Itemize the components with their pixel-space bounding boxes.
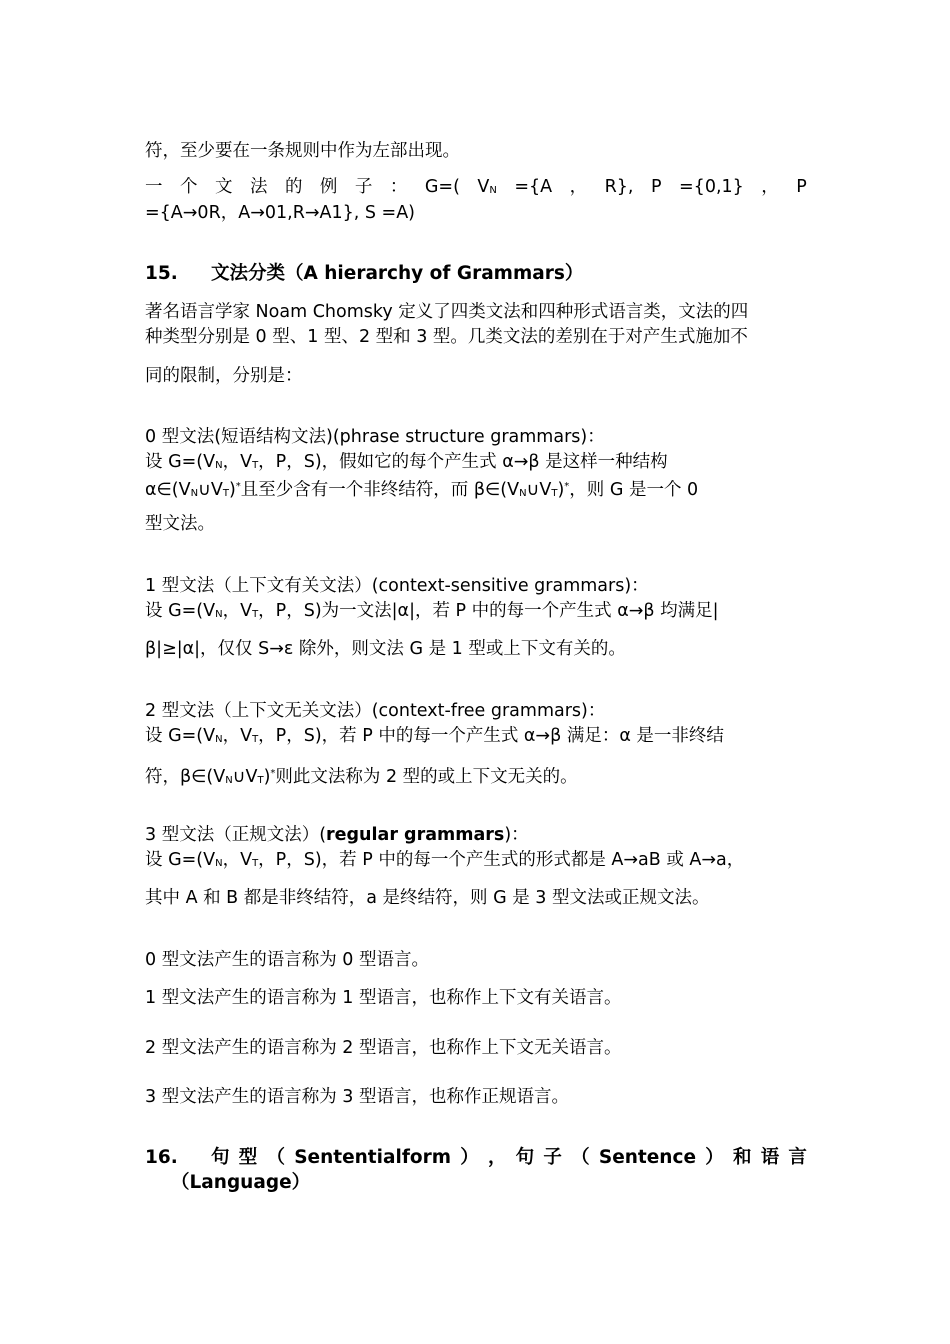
example-token: ， <box>761 177 779 197</box>
heading-token: 句 <box>515 1147 535 1168</box>
language-type2: 2 型文法产生的语言称为 2 型语言，也称作上下文无关语言。 <box>145 1038 622 1058</box>
type3-definition: 设 G=(VN，VT，P，S)，若 P 中的每一个产生式的形式都是 A→aB 或 A→a， <box>145 850 745 870</box>
heading-token: 语 <box>760 1147 780 1168</box>
heading-token: ， <box>487 1147 507 1168</box>
type3-title-suffix: )： <box>504 825 529 845</box>
example-token: 文 <box>214 177 233 197</box>
section-number: 16. <box>145 1147 178 1168</box>
example-token: 法 <box>249 177 268 197</box>
section-16-heading-line-2: （Language） <box>171 1172 311 1193</box>
language-type1: 1 型文法产生的语言称为 1 型语言，也称作上下文有关语言。 <box>145 988 622 1008</box>
type3-title <box>145 823 807 847</box>
type1-title: 1 型文法（上下文有关文法）(context-sensitive grammars)： <box>145 576 649 596</box>
section-15-heading <box>145 262 807 286</box>
example-token: G=( <box>424 177 460 197</box>
heading-token: 型 <box>238 1147 258 1168</box>
example-token: P <box>650 177 662 197</box>
grammar-example-line <box>145 175 807 203</box>
heading-token: 句 <box>211 1147 230 1168</box>
text-line: 符，至少要在一条规则中作为左部出现。 <box>145 141 460 161</box>
heading-token: ） <box>460 1147 479 1168</box>
section-title <box>211 1146 807 1170</box>
example-token: P <box>796 177 807 197</box>
language-type3: 3 型文法产生的语言称为 3 型语言，也称作正规语言。 <box>145 1087 569 1107</box>
heading-token: Sententialform <box>294 1147 451 1168</box>
heading-token: 和 <box>732 1147 752 1168</box>
document-page <box>145 0 807 1344</box>
example-token: 个 <box>179 177 198 197</box>
heading-token: 言 <box>788 1147 807 1168</box>
example-token: 一 <box>145 177 163 197</box>
type0-definition: 设 G=(VN，VT，P，S)，假如它的每个产生式 α→β 是这样一种结构 <box>145 452 668 472</box>
example-token: 子 <box>354 177 373 197</box>
example-token: 的 <box>284 177 303 197</box>
type2-definition: 设 G=(VN，VT，P，S)，若 P 中的每一个产生式 α→β 满足：α 是一非终结 <box>145 726 724 746</box>
example-token: VN <box>477 177 497 197</box>
paragraph-line: 著名语言学家 Noam Chomsky 定义了四类文法和四种形式语言类，文法的四 <box>145 302 749 322</box>
type2-definition: 符，β∈(VN∪VT)*则此文法称为 2 型的或上下文无关的。 <box>145 767 578 787</box>
example-token: ={A <box>514 177 553 197</box>
type2-title: 2 型文法（上下文无关文法）(context-free grammars)： <box>145 701 606 721</box>
example-token: ， <box>569 177 588 197</box>
type3-definition: 其中 A 和 B 都是非终结符，a 是终结符，则 G 是 3 型文法或正规文法。 <box>145 888 710 908</box>
heading-token: Sentence <box>598 1147 696 1168</box>
type0-definition: α∈(VN∪VT)*且至少含有一个非终结符，而 β∈(VN∪VT)*，则 G 是一个 0 <box>145 480 699 500</box>
example-token: 例 <box>319 177 338 197</box>
language-type0: 0 型文法产生的语言称为 0 型语言。 <box>145 950 429 970</box>
type3-title-english: regular grammars <box>326 825 505 845</box>
type3-title-prefix: 3 型文法（正规文法）( <box>145 825 327 845</box>
example-token: ： <box>389 177 408 197</box>
grammar-example-line-2: ={A→0R，A→01,R→A1}, S =A) <box>145 203 416 223</box>
heading-token: ） <box>705 1147 724 1168</box>
heading-token: （ <box>571 1147 590 1168</box>
paragraph-line: 同的限制，分别是： <box>145 366 303 386</box>
section-title: 文法分类（A hierarchy of Grammars） <box>211 263 584 284</box>
type0-title: 0 型文法(短语结构文法)(phrase structure grammars)： <box>145 427 605 447</box>
type1-definition: 设 G=(VN，VT，P，S)为一文法|α|，若 P 中的每一个产生式 α→β 均满足| <box>145 601 719 621</box>
type1-definition: β|≥|α|，仅仅 S→ε 除外，则文法 G 是 1 型或上下文有关的。 <box>145 639 626 659</box>
section-number: 15. <box>145 263 178 284</box>
example-token: R}, <box>604 177 634 197</box>
paragraph-line: 种类型分别是 0 型、1 型、2 型和 3 型。几类文法的差别在于对产生式施加不 <box>145 327 748 347</box>
type0-definition: 型文法。 <box>145 514 215 534</box>
example-token: ={0,1} <box>679 177 744 197</box>
section-16-heading <box>145 1146 807 1170</box>
heading-token: （ <box>266 1147 285 1168</box>
heading-token: 子 <box>543 1147 562 1168</box>
